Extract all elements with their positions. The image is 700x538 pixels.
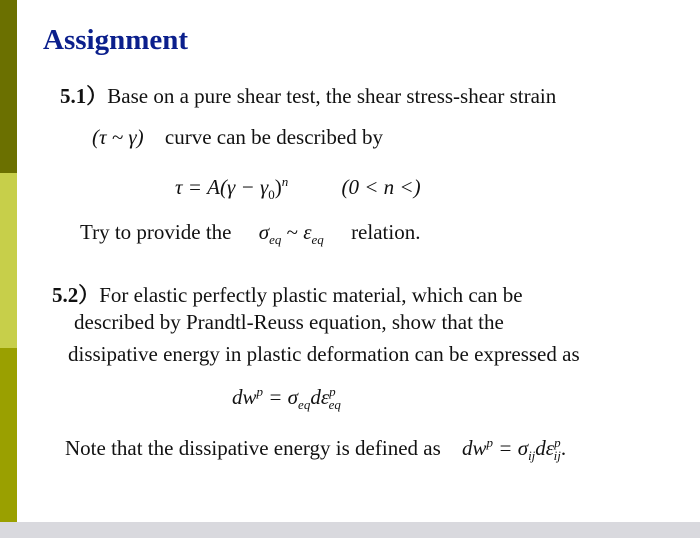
- problem-2-number: 5.2: [52, 283, 79, 307]
- problem-1-eq-exp: n: [281, 174, 289, 189]
- problem-1-text-1: Base on a pure shear test, the shear stress-shear strain: [107, 84, 557, 108]
- problem-2-note-sigma: = σ: [493, 436, 529, 460]
- problem-1-sigma: σ: [258, 220, 270, 244]
- problem-2-note-dw: dw: [462, 436, 487, 460]
- problem-2-eq-de-sub: eq: [328, 397, 341, 413]
- problem-2-eq-p: p: [256, 384, 264, 399]
- side-bar-light: [0, 173, 17, 348]
- problem-2-eq-sigma: = σ: [263, 385, 299, 409]
- problem-1-curve-symbol: (τ ~ γ): [92, 125, 144, 149]
- problem-2-text-1: For elastic perfectly plastic material, which can be: [99, 283, 523, 307]
- bottom-strip: [0, 522, 700, 538]
- problem-2-line-2: described by Prandtl-Reuss equation, show that the: [74, 310, 504, 334]
- problem-1-eq-condition: (0 < n <): [341, 175, 421, 199]
- problem-1-eq-sub0: 0: [268, 187, 275, 203]
- problem-2-note-sigma-sub: ij: [528, 448, 536, 464]
- problem-1-tilde: ~: [286, 220, 298, 244]
- problem-2-note: [65, 435, 567, 464]
- problem-1-line-1: [60, 80, 556, 110]
- problem-2-note-de-sub: ij: [553, 448, 561, 464]
- problem-1-eq-close: ): [274, 175, 282, 199]
- problem-1-line-2: [92, 125, 383, 150]
- problem-2-bracket: ）: [78, 283, 100, 307]
- side-bar-dark: [0, 0, 17, 173]
- problem-1-text-2: curve can be described by: [164, 125, 383, 149]
- problem-1-sigma-sub: eq: [269, 232, 282, 248]
- problem-2-note-p: p: [486, 435, 494, 450]
- problem-2-note-text: Note that the dissipative energy is defined as: [65, 436, 441, 460]
- problem-1-bracket: ）: [86, 84, 108, 108]
- problem-2-note-de: dε: [535, 436, 555, 460]
- problem-1-eps: ε: [303, 220, 312, 244]
- page-title: Assignment: [43, 24, 189, 56]
- problem-2-note-end: .: [560, 436, 567, 460]
- problem-2-eq-sigma-sub: eq: [298, 397, 311, 413]
- problem-2-eq-dw: dw: [232, 385, 257, 409]
- problem-2-line-3: dissipative energy in plastic deformation can be expressed as: [68, 342, 580, 366]
- problem-1-number: 5.1: [60, 84, 87, 108]
- problem-2-line-1: [52, 279, 523, 309]
- problem-1-text-3-pre: Try to provide the: [80, 220, 232, 244]
- problem-1-equation: [175, 174, 421, 203]
- problem-2-note-de-sup: p: [554, 435, 561, 450]
- problem-2-equation: [232, 384, 341, 413]
- problem-1-text-3-post: relation.: [351, 220, 421, 244]
- problem-1-eps-sub: eq: [311, 232, 324, 248]
- problem-2-eq-de: dε: [310, 385, 330, 409]
- side-bar-mid: [0, 348, 17, 522]
- problem-2-eq-de-sup: p: [329, 384, 336, 399]
- problem-1-eq-lhs: τ = A(γ − γ: [175, 175, 269, 199]
- problem-1-line-3: [80, 220, 421, 248]
